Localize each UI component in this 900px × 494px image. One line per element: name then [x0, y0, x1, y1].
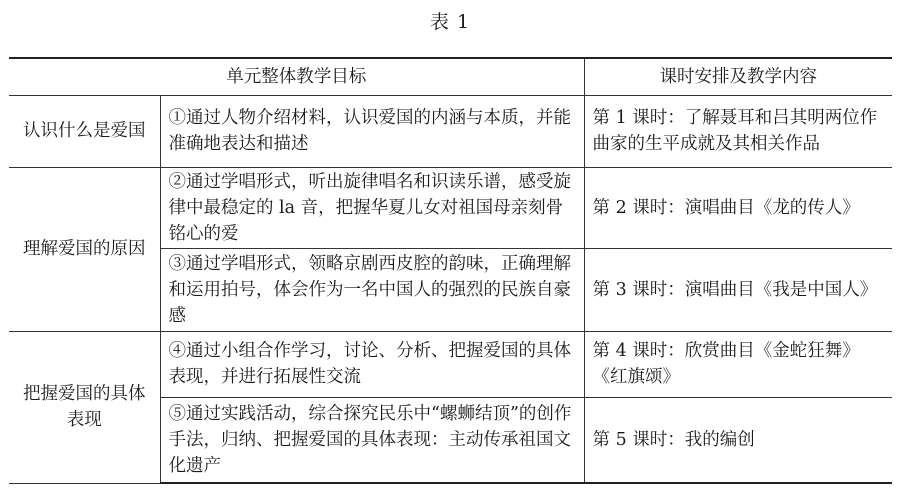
goal-cell: ②通过学唱形式，听出旋律唱名和识读乐谱，感受旋律中最稳定的 la 音，把握华夏儿女对祖国母亲刻骨铭心的爱	[160, 167, 584, 248]
goal-cell: ①通过人物介绍材料，认识爱国的内涵与本质，并能准确地表达和描述	[160, 95, 584, 167]
table-row	[9, 167, 892, 248]
header-teaching-goals: 单元整体教学目标	[9, 58, 584, 95]
header-lesson-schedule: 课时安排及教学内容	[584, 58, 892, 95]
table-header-row	[9, 58, 892, 95]
lesson-cell: 第 4 课时：欣赏曲目《金蛇狂舞》《红旗颂》	[584, 331, 892, 397]
goal-cell: ⑤通过实践活动，综合探究民乐中“螺蛳结顶”的创作手法，归纳、把握爱国的具体表现：主动传承祖国文化遗产	[160, 397, 584, 483]
category-cell: 认识什么是爱国	[9, 95, 160, 167]
table-row	[9, 331, 892, 397]
goal-cell: ③通过学唱形式，领略京剧西皮腔的韵味，正确理解和运用拍号，体会作为一名中国人的强烈的民族自豪感	[160, 248, 584, 331]
category-cell: 理解爱国的原因	[9, 167, 160, 331]
lesson-cell: 第 3 课时：演唱曲目《我是中国人》	[584, 248, 892, 331]
goal-cell: ④通过小组合作学习，讨论、分析、把握爱国的具体表现，并进行拓展性交流	[160, 331, 584, 397]
lesson-cell: 第 1 课时：了解聂耳和吕其明两位作曲家的生平成就及其相关作品	[584, 95, 892, 167]
table-caption: 表 1	[429, 11, 471, 33]
lesson-cell: 第 2 课时：演唱曲目《龙的传人》	[584, 167, 892, 248]
lesson-cell: 第 5 课时：我的编创	[584, 397, 892, 483]
table-row	[9, 95, 892, 167]
teaching-plan-table	[9, 57, 892, 484]
category-cell: 把握爱国的具体表现	[9, 331, 160, 483]
